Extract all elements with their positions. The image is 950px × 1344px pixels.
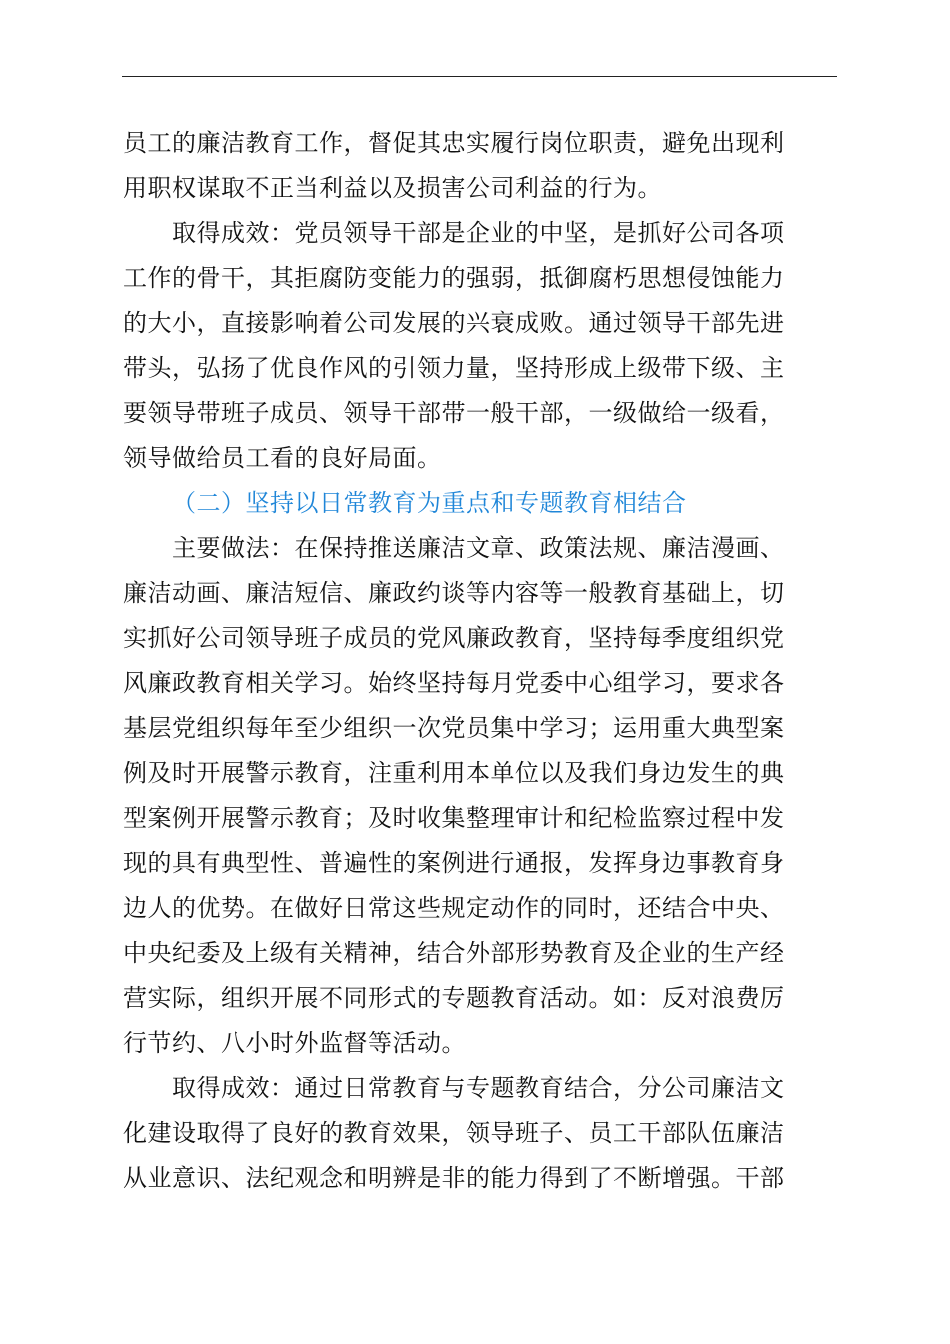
text-line: 营实际，组织开展不同形式的专题教育活动。如：反对浪费厉 <box>123 984 785 1012</box>
text-line: 行节约、八小时外监督等活动。 <box>123 1029 466 1057</box>
text-line: 化建设取得了良好的教育效果，领导班子、员工干部队伍廉洁 <box>123 1119 785 1147</box>
text-line: 风廉政教育相关学习。始终坚持每月党委中心组学习，要求各 <box>123 669 785 697</box>
paragraph-start: 取得成效：通过日常教育与专题教育结合，分公司廉洁文 <box>172 1074 785 1102</box>
text-line: 领导做给员工看的良好局面。 <box>123 444 442 472</box>
text-line: 用职权谋取不正当利益以及损害公司利益的行为。 <box>123 174 662 202</box>
section-heading: （二）坚持以日常教育为重点和专题教育相结合 <box>172 489 687 517</box>
paragraph-start: 取得成效：党员领导干部是企业的中坚，是抓好公司各项 <box>172 219 785 247</box>
text-line: 的大小，直接影响着公司发展的兴衰成败。通过领导干部先进 <box>123 309 785 337</box>
text-line: 实抓好公司领导班子成员的党风廉政教育，坚持每季度组织党 <box>123 624 785 652</box>
text-line: 员工的廉洁教育工作，督促其忠实履行岗位职责，避免出现利 <box>123 129 785 157</box>
text-line: 带头，弘扬了优良作风的引领力量，坚持形成上级带下级、主 <box>123 354 785 382</box>
text-line: 中央纪委及上级有关精神，结合外部形势教育及企业的生产经 <box>123 939 785 967</box>
text-line: 型案例开展警示教育；及时收集整理审计和纪检监察过程中发 <box>123 804 785 832</box>
text-line: 基层党组织每年至少组织一次党员集中学习；运用重大典型案 <box>123 714 785 742</box>
text-line: 工作的骨干，其拒腐防变能力的强弱，抵御腐朽思想侵蚀能力 <box>123 264 785 292</box>
text-line: 例及时开展警示教育，注重利用本单位以及我们身边发生的典 <box>123 759 785 787</box>
text-line: 现的具有典型性、普遍性的案例进行通报，发挥身边事教育身 <box>123 849 785 877</box>
text-line: 要领导带班子成员、领导干部带一般干部，一级做给一级看， <box>123 399 785 427</box>
document-body <box>123 121 837 1201</box>
text-line: 廉洁动画、廉洁短信、廉政约谈等内容等一般教育基础上，切 <box>123 579 785 607</box>
text-line: 边人的优势。在做好日常这些规定动作的同时，还结合中央、 <box>123 894 785 922</box>
header-rule <box>122 76 837 77</box>
paragraph-start: 主要做法：在保持推送廉洁文章、政策法规、廉洁漫画、 <box>172 534 785 562</box>
text-line: 从业意识、法纪观念和明辨是非的能力得到了不断增强。干部 <box>123 1164 785 1192</box>
